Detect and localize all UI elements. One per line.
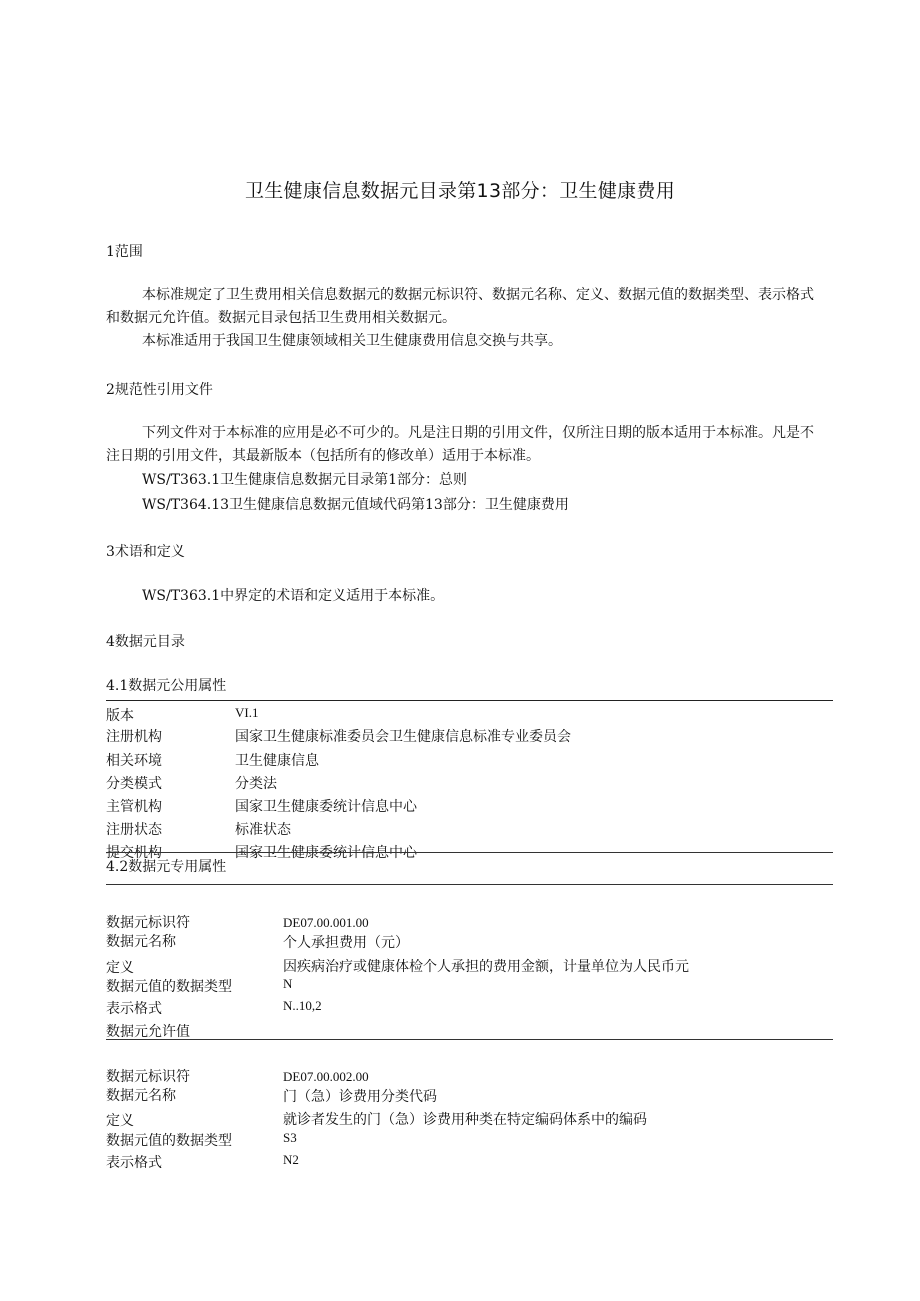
table-row [106,796,833,819]
terms-paragraph: WS/T363.1中界定的术语和定义适用于本标准。 [142,588,445,604]
de-def-value: 就诊者发生的门（急）诊费用种类在特定编码体系中的编码 [283,1112,647,1128]
scope-paragraph-2: 本标准适用于我国卫生健康领域相关卫生健康费用信息交换与共享。 [142,333,562,349]
table-row [106,819,833,842]
scope-paragraph-1: 本标准规定了卫生费用相关信息数据元的数据元标识符、数据元名称、定义、数据元值的数据类型、表示格式和数据元允许值。数据元目录包括卫生费用相关数据元。 [106,287,814,326]
de-def-label: 定义 [106,960,134,976]
de-name-label: 数据元名称 [106,934,176,950]
de-id-label: 数据元标识符 [106,1069,190,1085]
de-format-label: 表示格式 [106,1001,162,1017]
de-allowed-label: 数据元允许值 [106,1024,190,1040]
row-key: 注册状态 [106,822,162,838]
de-id-value: DE07.00.001.00 [283,915,369,930]
specific-rule [106,884,833,885]
row-key: 提交机构 [106,845,162,861]
normative-reference-2: WS/T364.13卫生健康信息数据元值域代码第13部分：卫生健康费用 [142,497,569,513]
document-title: 卫生健康信息数据元目录第13部分：卫生健康费用 [244,180,676,202]
section-heading-specific: 4.2数据元专用属性 [106,859,227,875]
row-key: 分类模式 [106,776,162,792]
row-value: 卫生健康信息 [235,753,319,769]
de-type-value: S3 [283,1130,297,1145]
de-type-label: 数据元值的数据类型 [106,979,232,995]
row-key: 版本 [106,708,134,724]
common-attributes-table [106,705,833,861]
row-value: 国家卫生健康委统计信息中心 [235,799,417,815]
de-type-label: 数据元值的数据类型 [106,1133,232,1149]
de-def-value: 因疾病治疗或健康体检个人承担的费用金额，计量单位为人民币元 [283,959,689,975]
data-element-divider [106,1039,833,1040]
row-value: VI.1 [235,705,259,720]
row-key: 主管机构 [106,799,162,815]
table-row [106,750,833,773]
table-top-rule [106,700,833,701]
row-key: 注册机构 [106,729,162,745]
section-heading-common: 4.1数据元公用属性 [106,678,227,694]
normative-paragraph: 下列文件对于本标准的应用是必不可少的。凡是注日期的引用文件，仅所注日期的版本适用于本标准。凡是不注日期的引用文件，其最新版本（包括所有的修改单）适用于本标准。 [106,425,814,464]
de-def-label: 定义 [106,1113,134,1129]
section-heading-normative: 2规范性引用文件 [106,382,213,398]
de-id-value: DE07.00.002.00 [283,1069,369,1084]
table-row [106,773,833,796]
de-name-value: 门（急）诊费用分类代码 [283,1089,437,1105]
row-value: 分类法 [235,776,277,792]
de-id-label: 数据元标识符 [106,915,190,931]
section-heading-terms: 3术语和定义 [106,544,185,560]
normative-reference-1: WS/T363.1卫生健康信息数据元目录第1部分：总则 [142,472,468,488]
row-value: 国家卫生健康标准委员会卫生健康信息标准专业委员会 [235,729,571,745]
table-row [106,705,833,728]
de-format-value: N..10,2 [283,998,322,1013]
section-heading-catalog: 4数据元目录 [106,634,185,650]
de-name-value: 个人承担费用（元） [283,935,409,951]
section-heading-scope: 1范围 [106,244,143,260]
de-format-label: 表示格式 [106,1155,162,1171]
de-type-value: N [283,976,293,991]
row-value: 国家卫生健康委统计信息中心 [235,845,417,861]
de-name-label: 数据元名称 [106,1088,176,1104]
table-row [106,726,833,749]
de-format-value: N2 [283,1152,299,1167]
table-bottom-rule [106,852,833,853]
row-key: 相关环境 [106,753,162,769]
row-value: 标准状态 [235,822,291,838]
